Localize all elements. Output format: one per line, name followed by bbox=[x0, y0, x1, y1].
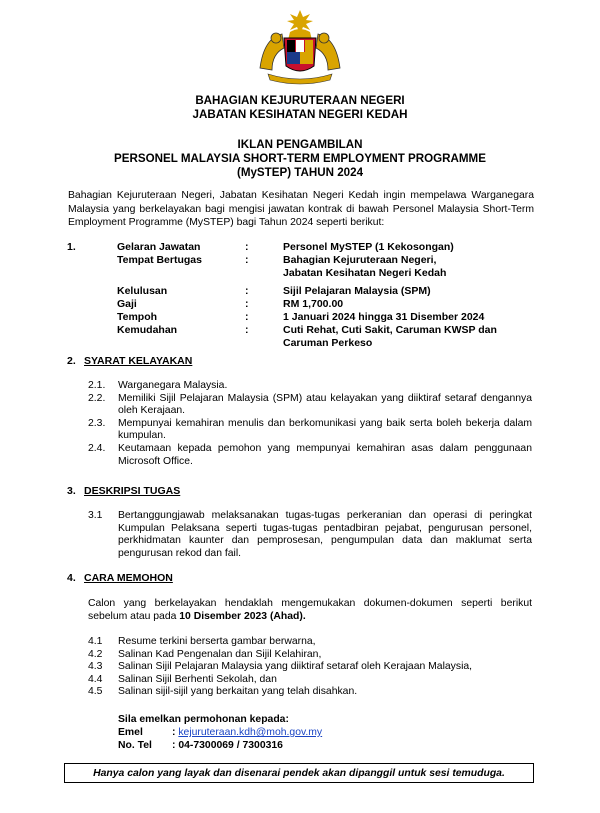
detail-value: Sijil Pelajaran Malaysia (SPM) bbox=[283, 285, 431, 298]
detail-row: Gaji : RM 1,700.00 bbox=[117, 298, 537, 311]
intro-paragraph: Bahagian Kejuruteraan Negeri, Jabatan Kesihatan Negeri Kedah ingin mempelawa Warganegara Malaysia yang berkelayakan bagi mengisi jawatan kontrak di bawah Personel Malaysia Short-Term Employment Programme (MySTEP) bagi Tahun 2024 seperti berikut: bbox=[68, 190, 534, 228]
header-line-1: BAHAGIAN KEJURUTERAAN NEGERI bbox=[195, 94, 405, 107]
application-intro: Calon yang berkelayakan hendaklah mengemukakan dokumen-dokumen seperti berikut sebelum atau pada 10 Disember 2023 (Ahad). bbox=[88, 598, 532, 622]
detail-value: Bahagian Kejuruteraan Negeri, bbox=[283, 253, 437, 266]
duties-list bbox=[88, 510, 532, 560]
detail-row bbox=[117, 267, 537, 280]
phone-number: : 04-7300069 / 7300316 bbox=[172, 740, 283, 751]
detail-row: Tempat Bertugas : Bahagian Kejuruteraan Negeri, bbox=[117, 254, 537, 267]
phone-row bbox=[118, 739, 322, 752]
detail-label: Gaji bbox=[117, 298, 137, 311]
title-line-2: PERSONEL MALAYSIA SHORT-TERM EMPLOYMENT PROGRAMME bbox=[114, 152, 486, 165]
detail-value: RM 1,700.00 bbox=[283, 298, 344, 311]
detail-value: Caruman Perkeso bbox=[283, 336, 373, 349]
section-2-heading: 2. SYARAT KELAYAKAN bbox=[67, 355, 193, 367]
detail-label: Tempat Bertugas bbox=[117, 253, 202, 266]
eligibility-list bbox=[88, 380, 532, 468]
section-4-heading: 4. CARA MEMOHON bbox=[67, 572, 173, 584]
detail-value: Cuti Rehat, Cuti Sakit, Caruman KWSP dan bbox=[283, 323, 497, 336]
list-item: 4.5 Salinan sijil-sijil yang berkaitan yang telah disahkan. bbox=[88, 686, 358, 698]
email-label: Emel bbox=[118, 727, 143, 738]
email-link[interactable]: kejuruteraan.kdh@moh.gov.my bbox=[178, 727, 323, 738]
list-item: 4.4 Salinan Sijil Berhenti Sekolah, dan bbox=[88, 673, 277, 685]
list-item: 2.3. Mempunyai kemahiran menulis dan berkomunikasi yang baik serta boleh bekerja dalam kumpulan. bbox=[88, 417, 532, 442]
section-2-title: SYARAT KELAYAKAN bbox=[84, 355, 193, 367]
list-item: 3.1 Bertanggungjawab melaksanakan tugas-tugas perkeranian dan operasi di peringkat Kumpulan Pelaksana seperti tugas-tugas pentadbiran pejabat, pengurusan personel, perkhidmatan kaunter dan pemprosesan, pengumpulan data dan maklumat serta pengurusan rekod dan fail. bbox=[88, 510, 532, 559]
detail-row bbox=[117, 337, 537, 350]
email-row: Emel : kejuruteraan.kdh@moh.gov.my bbox=[118, 727, 323, 738]
section-1-number: 1. bbox=[67, 241, 76, 253]
detail-label: Gelaran Jawatan bbox=[117, 241, 201, 253]
list-item: 2.2. Memiliki Sijil Pelajaran Malaysia (SPM) atau kelayakan yang diiktiraf setaraf dengannya oleh Kerajaan. bbox=[88, 392, 532, 417]
title-line-3: (MySTEP) TAHUN 2024 bbox=[236, 166, 364, 179]
section-3-title: DESKRIPSI TUGAS bbox=[84, 485, 181, 497]
detail-row: Kemudahan : Cuti Rehat, Cuti Sakit, Caruman KWSP dan bbox=[117, 324, 537, 337]
section-4-title: CARA MEMOHON bbox=[84, 572, 173, 584]
deadline-date: 10 Disember 2023 (Ahad). bbox=[179, 610, 306, 622]
list-item: 2.4. Keutamaan kepada pemohon yang mempunyai kemahiran asas dalam penggunaan Microsoft Office. bbox=[88, 442, 532, 467]
detail-label: Tempoh bbox=[117, 310, 158, 323]
detail-label bbox=[117, 337, 245, 350]
contact-heading: Sila emelkan permohonan kepada: bbox=[118, 714, 289, 725]
list-item: 2.1. Warganegara Malaysia. bbox=[88, 380, 228, 391]
detail-value: 1 Januari 2024 hingga 31 Disember 2024 bbox=[283, 310, 485, 323]
list-item: 4.3 Salinan Sijil Pelajaran Malaysia yang diiktiraf setaraf oleh Kerajaan Malaysia, bbox=[88, 661, 473, 673]
list-item: 4.1 Resume terkini berserta gambar berwarna, bbox=[88, 636, 316, 647]
job-details-table bbox=[117, 241, 537, 349]
section-3-heading: 3. DESKRIPSI TUGAS bbox=[67, 485, 181, 497]
detail-row: Gelaran Jawatan : Personel MySTEP (1 Kekosongan) bbox=[117, 241, 537, 254]
header-line-2: JABATAN KESIHATAN NEGERI KEDAH bbox=[192, 108, 408, 121]
department-header bbox=[0, 94, 600, 122]
detail-value: Personel MySTEP (1 Kekosongan) bbox=[283, 241, 454, 253]
footer-notice-text: Hanya calon yang layak dan disenarai pendek akan dipanggil untuk sesi temuduga. bbox=[93, 767, 505, 779]
detail-row: Kelulusan : Sijil Pelajaran Malaysia (SPM) bbox=[117, 285, 537, 298]
footer-notice bbox=[64, 763, 534, 783]
detail-row: Tempoh : 1 Januari 2024 hingga 31 Disember 2024 bbox=[117, 311, 537, 324]
detail-value: Jabatan Kesihatan Negeri Kedah bbox=[283, 266, 447, 279]
list-item: 4.2 Salinan Kad Pengenalan dan Sijil Kelahiran, bbox=[88, 648, 322, 660]
advert-title bbox=[0, 138, 600, 180]
documents-list bbox=[88, 636, 532, 699]
coat-of-arms-emblem bbox=[254, 8, 346, 88]
phone-label: No. Tel bbox=[118, 740, 152, 751]
detail-label bbox=[117, 267, 245, 280]
detail-label: Kelulusan bbox=[117, 285, 168, 298]
contact-block bbox=[118, 713, 322, 752]
detail-label: Kemudahan bbox=[117, 323, 178, 336]
title-line-1: IKLAN PENGAMBILAN bbox=[237, 138, 363, 151]
